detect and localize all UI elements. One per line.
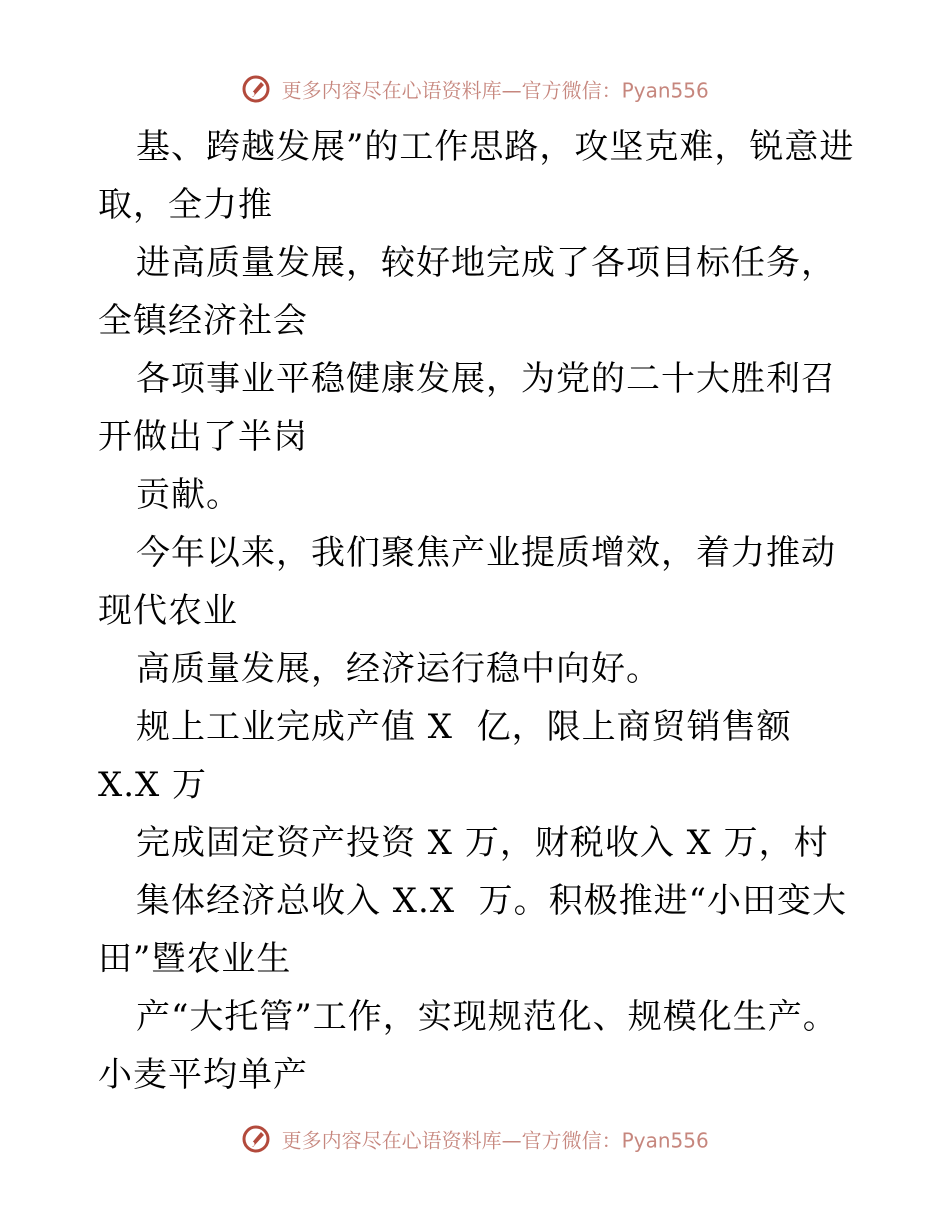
- paragraph-4: 贡献。: [136, 475, 241, 515]
- paragraph-8: 完成固定资产投资 X 万，财税收入 X 万，村: [136, 823, 829, 863]
- paragraph-7: 规上工业完成产值 X 亿，限上商贸销售额 X.X 万: [98, 707, 804, 805]
- document-body: [98, 118, 858, 1104]
- paragraph-3: 各项事业平稳健康发展，为党的二十大胜利召开做出了半岗: [98, 359, 836, 457]
- logo-icon: [241, 74, 271, 104]
- watermark-text: 更多内容尽在心语资料库—官方微信：Pyan556: [281, 78, 709, 103]
- paragraph-6: 高质量发展，经济运行稳中向好。: [136, 649, 661, 689]
- watermark-text: 更多内容尽在心语资料库—官方微信：Pyan556: [281, 1128, 709, 1153]
- header-watermark: [0, 74, 950, 104]
- paragraph-5: 今年以来，我们聚焦产业提质增效，着力推动现代农业: [98, 533, 836, 631]
- paragraph-10: 产“大托管”工作，实现规范化、规模化生产。小麦平均单产: [98, 997, 838, 1095]
- paragraph-2: 进高质量发展，较好地完成了各项目标任务，全镇经济社会: [98, 243, 836, 341]
- logo-icon: [241, 1124, 271, 1154]
- paragraph-1: 基、跨越发展”的工作思路，攻坚克难，锐意进取，全力推: [98, 127, 855, 225]
- footer-watermark: [0, 1124, 950, 1154]
- paragraph-9: 集体经济总收入 X.X 万。积极推进“小田变大田”暨农业生: [98, 881, 848, 979]
